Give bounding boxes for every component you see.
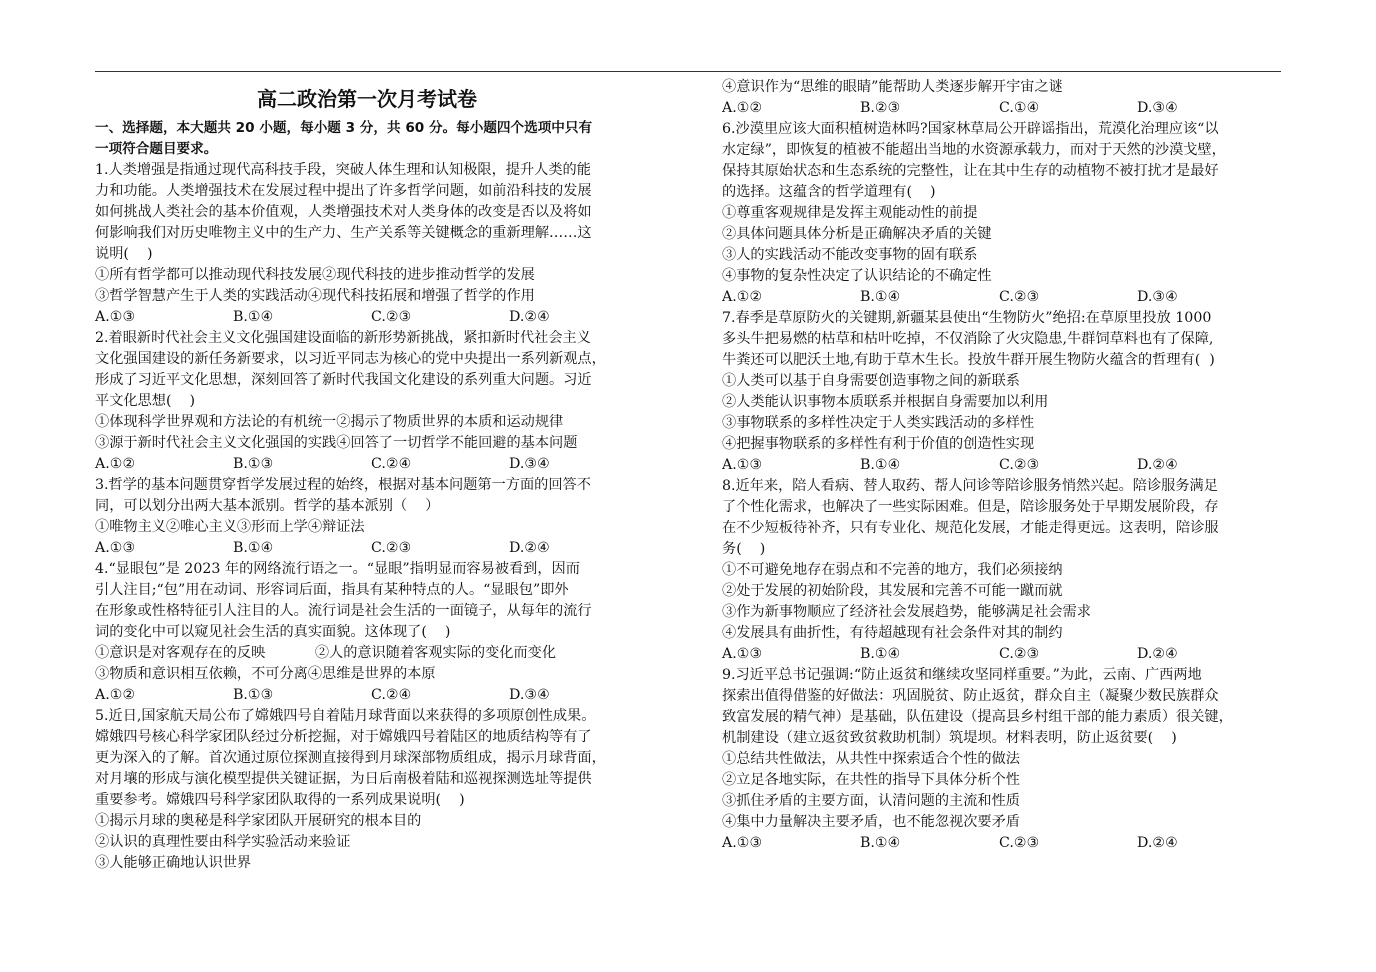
question-line: 务( ) [722, 541, 766, 557]
answer-option: C.②③ [371, 309, 412, 325]
question-line: 对月壤的形成与演化模型提供关键证据，为日后南极着陆和巡视探测选址等提供 [95, 771, 592, 787]
answer-option: B.①④ [860, 646, 901, 662]
answer-option: C.②③ [371, 540, 412, 556]
question-line: ①人类可以基于自身需要创造事物之间的新联系 [722, 373, 1020, 389]
question-block [95, 706, 655, 874]
question-line: ①不可避免地存在弱点和不完善的地方，我们必须接纳 [722, 562, 1063, 578]
question-line: 6.沙漠里应该大面积植树造林吗?国家林草局公开辟谣指出，荒漠化治理应该“以 [722, 121, 1219, 137]
question-line: ④集中力量解决主要矛盾，也不能忽视次要矛盾 [722, 814, 1020, 830]
question-block [95, 475, 655, 559]
question-line: 平文化思想( ) [95, 393, 196, 409]
answer-option: A.①② [722, 289, 763, 305]
answer-option: A.①② [722, 100, 763, 116]
answer-option: B.①④ [860, 457, 901, 473]
answer-options [722, 287, 1285, 308]
answer-option: A.①③ [95, 540, 136, 556]
answer-option: B.①④ [233, 540, 274, 556]
answer-option: C.①④ [999, 100, 1040, 116]
question-line: 致富发展的精气神）是基础，队伍建设（提高县乡村组干部的能力素质）很关键， [722, 709, 1233, 725]
question-line: ①体现科学世界观和方法论的有机统一②揭示了物质世界的本质和运动规律 [95, 414, 564, 430]
question-line: 了个性化需求，也解决了一些实际困难。但是，陪诊服务处于早期发展阶段，存 [722, 499, 1219, 515]
question-line: 7.春季是草原防火的关键期,新疆某县使出“生物防火”绝招:在草原里投放 1000 [722, 310, 1212, 326]
question-line: 文化强国建设的新任务新要求，以习近平同志为核心的党中央提出一系列新观点， [95, 351, 606, 367]
question-line: 形成了习近平文化思想，深刻回答了新时代我国文化建设的系列重大问题。习近 [95, 372, 592, 388]
answer-option: D.②④ [509, 540, 550, 556]
answer-option: D.③④ [1137, 100, 1178, 116]
question-line: 机制建设（建立返贫致贫救助机制）筑堤坝。材料表明，防止返贫要( ) [722, 730, 1177, 746]
section-header-line: 一、选择题，本大题共 20 小题，每小题 3 分，共 60 分。每小题四个选项中只有 [95, 120, 593, 136]
question-line: ①总结共性做法，从共性中探索适合个性的做法 [722, 751, 1020, 767]
question-line: 说明( ) [95, 246, 153, 262]
question-line: 词的变化中可以窥见社会生活的真实面貌。这体现了( ) [95, 624, 451, 640]
answer-option: C.②④ [371, 687, 412, 703]
answer-option: D.③④ [509, 456, 550, 472]
answer-options [722, 98, 1285, 119]
answer-option: A.①③ [95, 309, 136, 325]
answer-option: B.②③ [860, 100, 901, 116]
question-line: 3.哲学的基本问题贯穿哲学发展过程的始终，根据对基本问题第一方面的回答不 [95, 477, 591, 493]
question-line: 多头牛把易燃的枯草和枯叶吃掉，不仅消除了火灾隐患,牛群饲草料也有了保障, [722, 331, 1214, 347]
question-line: 何影响我们对历史唯物主义中的生产力、生产关系等关键概念的重新理解……这 [95, 225, 592, 241]
question-line: ③物质和意识相互依赖，不可分离④思维是世界的本原 [95, 666, 436, 682]
question-line: ③抓住矛盾的主要方面，认清问题的主流和性质 [722, 793, 1020, 809]
question-line: 1.人类增强是指通过现代高科技手段，突破人体生理和认知极限，提升人类的能 [95, 162, 591, 178]
question-block [722, 119, 1285, 308]
answer-options [722, 833, 1285, 854]
answer-options [95, 538, 655, 559]
question-line: ①所有哲学都可以推动现代科技发展②现代科技的进步推动哲学的发展 [95, 267, 535, 283]
answer-option: C.②③ [999, 646, 1040, 662]
question-line: 牛粪还可以肥沃土地,有助于草木生长。投放牛群开展生物防火蕴含的哲理有( ) [722, 352, 1215, 368]
question-line: ④把握事物联系的多样性有利于价值的创造性实现 [722, 436, 1035, 452]
question-line: 引人注目;“包”用在动词、形容词后面，指具有某种特点的人。“显眼包”即外 [95, 582, 569, 598]
question-line: ③事物联系的多样性决定于人类实践活动的多样性 [722, 415, 1035, 431]
question-line: 4.“显眼包”是 2023 年的网络流行语之一。“显眼”指明显而容易被看到，因而 [95, 561, 580, 577]
right-column [722, 77, 1285, 854]
answer-option: A.①② [95, 687, 136, 703]
answer-option: A.①③ [722, 835, 763, 851]
question-block [95, 328, 655, 475]
question-line: 的选择。这蕴含的哲学道理有( ) [722, 184, 936, 200]
answer-option: A.①② [95, 456, 136, 472]
answer-option: B.①③ [233, 456, 274, 472]
page-title: 高二政治第一次月考试卷 [257, 87, 477, 111]
answer-option: C.②③ [999, 835, 1040, 851]
answer-options [95, 454, 655, 475]
question-line: ③源于新时代社会主义文化强国的实践④回答了一切哲学不能回避的基本问题 [95, 435, 578, 451]
question-line: 同，可以划分出两大基本派别。哲学的基本派别（ ） [95, 498, 440, 514]
question-line: ②处于发展的初始阶段，其发展和完善不可能一蹴而就 [722, 583, 1063, 599]
question-line: ②立足各地实际，在共性的指导下具体分析个性 [722, 772, 1020, 788]
question-line: ②人类能认识事物本质联系并根据自身需要加以利用 [722, 394, 1049, 410]
question-block [722, 476, 1285, 665]
question-line: 在形象或性格特征引人注目的人。流行词是社会生活的一面镜子，从每年的流行 [95, 603, 592, 619]
question-line: 9.习近平总书记强调:“防止返贫和继续攻坚同样重要。”为此，云南、广西两地 [722, 667, 1202, 683]
question-line: 水定绿”，即恢复的植被不能超出当地的水资源承载力，而对于天然的沙漠戈壁， [722, 142, 1226, 158]
question-line: 在不少短板待补齐，只有专业化、规范化发展，才能走得更远。这表明，陪诊服 [722, 520, 1219, 536]
section-header [95, 118, 655, 160]
question-line: ③哲学智慧产生于人类的实践活动④现代科技拓展和增强了哲学的作用 [95, 288, 535, 304]
answer-options [722, 644, 1285, 665]
answer-option: C.②③ [999, 289, 1040, 305]
answer-options [722, 455, 1285, 476]
answer-option: B.①④ [860, 835, 901, 851]
question-line: 更为深入的了解。首次通过原位探测直接得到月球深部物质组成，揭示月球背面， [95, 750, 606, 766]
right-questions [722, 77, 1285, 854]
answer-options [95, 685, 655, 706]
question-line: ③人的实践活动不能改变事物的固有联系 [722, 247, 978, 263]
answer-option: D.③④ [1137, 289, 1178, 305]
question-line: 嫦娥四号核心科学家团队经过分析挖掘，对于嫦娥四号着陆区的地质结构等有了 [95, 729, 592, 745]
question-block [95, 160, 655, 328]
question-line: ④意识作为“思维的眼睛”能帮助人类逐步解开宇宙之谜 [722, 79, 1063, 95]
answer-option: A.①③ [722, 457, 763, 473]
answer-option: B.①③ [233, 687, 274, 703]
question-block [722, 665, 1285, 854]
answer-option: C.②③ [999, 457, 1040, 473]
answer-option: B.①④ [233, 309, 274, 325]
answer-options [95, 307, 655, 328]
top-rule [95, 71, 1281, 72]
question-line: 探索出值得借鉴的好做法：巩固脱贫、防止返贫，群众自主（凝聚少数民族群众 [722, 688, 1219, 704]
question-line: 重要参考。嫦娥四号科学家团队取得的一系列成果说明( ) [95, 792, 465, 808]
answer-option: D.②④ [509, 309, 550, 325]
answer-option: D.②④ [1137, 457, 1178, 473]
left-questions [95, 160, 655, 874]
question-line: 8.近年来，陪人看病、替人取药、帮人问诊等陪诊服务悄然兴起。陪诊服务满足 [722, 478, 1218, 494]
answer-option: C.②④ [371, 456, 412, 472]
question-line: 如何挑战人类社会的基本价值观，人类增强技术对人类身体的改变是否以及将如 [95, 204, 592, 220]
question-line: ②具体问题具体分析是正确解决矛盾的关键 [722, 226, 992, 242]
left-column [95, 84, 655, 874]
section-header-line: 一项符合题目要求。 [95, 141, 218, 157]
question-line: ③作为新事物顺应了经济社会发展趋势，能够满足社会需求 [722, 604, 1091, 620]
question-block [95, 559, 655, 706]
question-line: ①揭示月球的奥秘是科学家团队开展研究的根本目的 [95, 813, 422, 829]
answer-option: A.①③ [722, 646, 763, 662]
question-line: 力和功能。人类增强技术在发展过程中提出了许多哲学问题，如前沿科技的发展 [95, 183, 592, 199]
question-block [722, 77, 1285, 119]
question-line: 2.着眼新时代社会主义文化强国建设面临的新形势新挑战，紧扣新时代社会主义 [95, 330, 591, 346]
question-line: 保持其原始状态和生态系统的完整性，让在其中生存的动植物不被打扰才是最好 [722, 163, 1219, 179]
question-line: ①尊重客观规律是发挥主观能动性的前提 [722, 205, 978, 221]
question-line: ④事物的复杂性决定了认识结论的不确定性 [722, 268, 992, 284]
answer-option: D.③④ [509, 687, 550, 703]
question-block [722, 308, 1285, 476]
answer-option: D.②④ [1137, 646, 1178, 662]
answer-option: B.①④ [860, 289, 901, 305]
question-line: ②认识的真理性要由科学实验活动来验证 [95, 834, 351, 850]
question-line: 5.近日,国家航天局公布了嫦娥四号自着陆月球背面以来获得的多项原创性成果。 [95, 708, 596, 724]
question-line: ③人能够正确地认识世界 [95, 855, 252, 871]
question-line: ①意识是对客观存在的反映 ②人的意识随着客观实际的变化而变化 [95, 645, 557, 661]
question-line: ①唯物主义②唯心主义③形而上学④辩证法 [95, 519, 365, 535]
question-line: ④发展具有曲折性，有待超越现有社会条件对其的制约 [722, 625, 1063, 641]
answer-option: D.②④ [1137, 835, 1178, 851]
